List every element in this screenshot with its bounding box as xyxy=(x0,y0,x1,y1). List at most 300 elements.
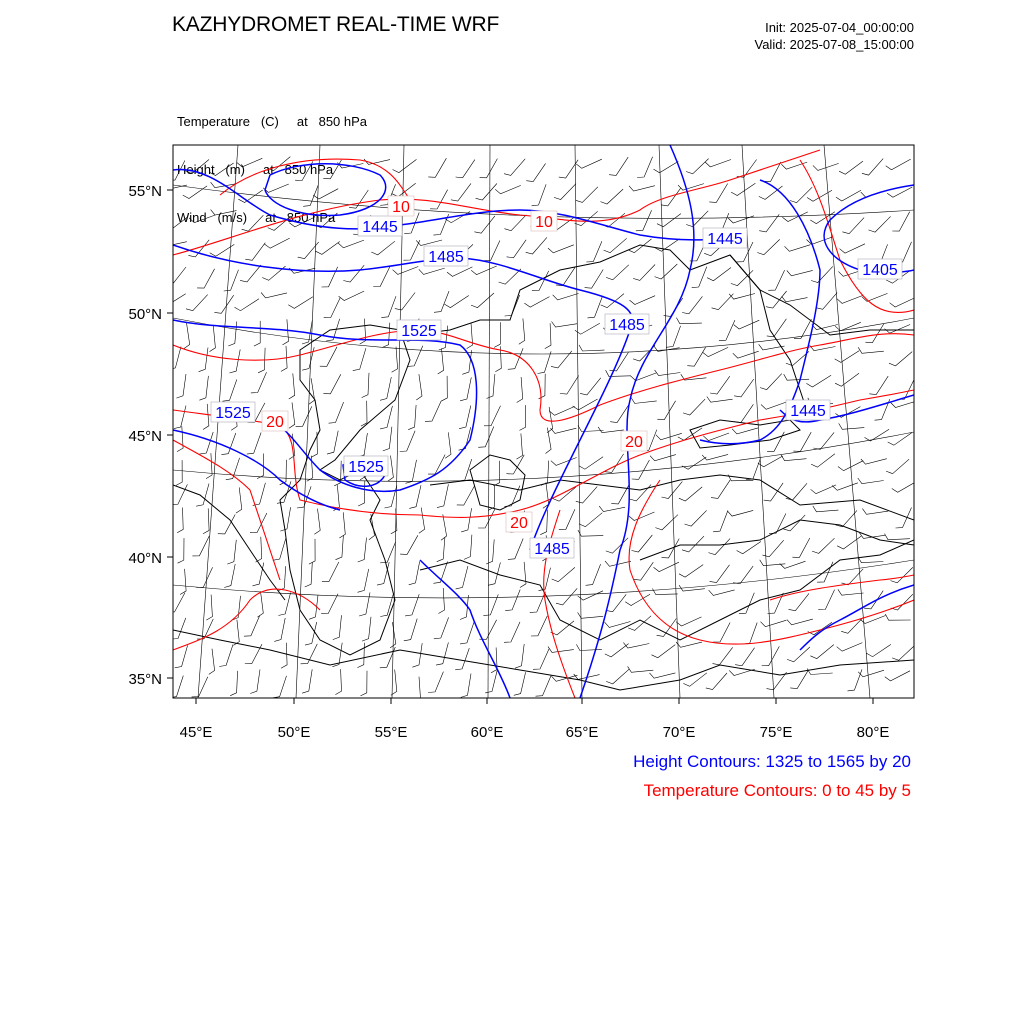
wind-barb xyxy=(733,566,753,584)
wind-barb xyxy=(536,676,552,697)
wind-barb xyxy=(273,538,286,560)
wind-barb xyxy=(323,160,341,179)
wind-barb xyxy=(885,534,910,540)
wind-barb xyxy=(545,323,551,348)
height-label xyxy=(605,314,649,334)
wind-barb xyxy=(657,214,681,227)
wind-barb xyxy=(430,190,448,209)
wind-barb xyxy=(552,322,578,328)
wind-barb xyxy=(678,184,704,191)
wind-barb xyxy=(199,348,208,372)
wind-barb xyxy=(391,670,397,696)
wind-barb xyxy=(438,348,444,374)
wind-barb xyxy=(434,291,449,312)
wind-barb xyxy=(408,405,416,430)
temp-label-text: 20 xyxy=(625,434,643,451)
wind-barb xyxy=(811,454,835,467)
wind-barb xyxy=(296,406,312,426)
wind-barb xyxy=(358,538,367,562)
wind-barb xyxy=(395,293,415,310)
wind-barb xyxy=(685,510,707,526)
wind-barb xyxy=(184,323,190,349)
wind-barb xyxy=(606,538,628,553)
wind-barb xyxy=(444,296,468,308)
wind-barb xyxy=(531,616,547,636)
wind-barb xyxy=(628,616,651,631)
wind-barb xyxy=(654,161,679,172)
height-label xyxy=(703,228,747,248)
wind-barb xyxy=(237,158,263,167)
wind-barb xyxy=(787,270,813,275)
wind-barb xyxy=(709,590,735,596)
wind-barb xyxy=(256,537,262,562)
wind-barb xyxy=(338,240,364,248)
wind-barb xyxy=(504,159,525,176)
wind-barb xyxy=(329,402,344,423)
wind-barb xyxy=(679,487,702,501)
wind-barb xyxy=(890,298,915,307)
wind-barb xyxy=(864,591,883,609)
wind-barb xyxy=(322,562,339,582)
wind-barb xyxy=(530,592,546,613)
wind-barb xyxy=(168,593,186,612)
wind-barb xyxy=(676,318,701,324)
lat-label: 55°N xyxy=(128,183,162,200)
wind-barb xyxy=(210,326,216,352)
wind-barb xyxy=(277,481,291,503)
wind-barb xyxy=(811,266,833,282)
wind-barb xyxy=(732,428,758,434)
wind-barb xyxy=(200,432,214,454)
wind-barb xyxy=(517,377,523,403)
wind-barb xyxy=(811,485,837,494)
wind-barb xyxy=(768,270,784,290)
wind-barb xyxy=(203,404,209,430)
wind-barb xyxy=(746,458,761,480)
wind-barb xyxy=(508,539,523,560)
wind-barb xyxy=(437,484,448,507)
wind-barb xyxy=(707,268,731,281)
meridian-80e xyxy=(824,145,870,698)
wind-barb xyxy=(439,588,445,614)
wind-barb xyxy=(556,588,577,605)
wind-barb xyxy=(261,293,287,298)
wind-barb xyxy=(302,347,314,370)
wind-barb xyxy=(576,487,597,504)
wind-barb xyxy=(224,564,235,588)
wind-barb xyxy=(782,296,808,302)
wind-barb xyxy=(632,460,650,479)
wind-barb xyxy=(687,347,705,366)
wind-barb xyxy=(361,401,367,426)
field-temperature: Temperature (C) at 850 hPa xyxy=(177,114,368,129)
wind-barb xyxy=(188,240,209,257)
wind-barb xyxy=(862,159,883,176)
wind-barb xyxy=(885,614,910,620)
temp-label-text: 20 xyxy=(266,414,284,431)
wind-barb xyxy=(174,406,186,429)
wind-barb xyxy=(576,644,602,650)
wind-barb xyxy=(180,569,186,595)
wind-barb xyxy=(586,564,601,585)
parallel-45n xyxy=(173,432,914,481)
wind-barb xyxy=(226,458,240,480)
wind-barb xyxy=(789,593,810,610)
wind-barb xyxy=(623,643,649,649)
wind-barb xyxy=(840,244,866,253)
wind-barb xyxy=(186,295,208,311)
wind-barb xyxy=(656,433,682,440)
wind-barb xyxy=(838,589,864,595)
wind-barb xyxy=(320,347,337,367)
wind-barb xyxy=(192,677,208,697)
wind-barb xyxy=(321,594,338,614)
height-contour-1485-north xyxy=(173,245,633,550)
meridian-50e xyxy=(296,145,320,698)
temperature-legend: Temperature Contours: 0 to 45 by 5 xyxy=(643,781,911,800)
wind-barb xyxy=(551,351,572,368)
wind-barb xyxy=(485,670,497,693)
wind-barb xyxy=(467,323,473,349)
wind-barb xyxy=(221,433,235,455)
lat-labels xyxy=(128,183,162,688)
wind-barb xyxy=(633,265,655,281)
wind-barb xyxy=(727,510,753,516)
wind-barb xyxy=(737,542,761,554)
wind-barb xyxy=(288,297,313,309)
wind-barb xyxy=(302,669,312,693)
wind-barb xyxy=(230,671,237,696)
wind-barb xyxy=(214,295,233,313)
wind-barb xyxy=(586,241,602,262)
wind-barb xyxy=(533,649,549,669)
wind-barb xyxy=(189,215,215,223)
height-label-text: 1405 xyxy=(862,262,898,279)
field-height: Height (m) at 850 hPa xyxy=(177,162,334,177)
wind-barb xyxy=(676,617,702,626)
wind-barb xyxy=(610,404,629,422)
wind-barb xyxy=(361,671,368,696)
wind-barb xyxy=(842,218,864,234)
lon-label: 60°E xyxy=(470,724,504,741)
wind-barb xyxy=(488,485,494,510)
wind-barb xyxy=(380,406,392,429)
wind-barb xyxy=(552,567,575,581)
height-label xyxy=(358,216,402,236)
wind-barb xyxy=(832,483,858,491)
wind-barb xyxy=(886,459,909,474)
wind-barb xyxy=(759,186,783,199)
wind-barb xyxy=(781,455,807,461)
wind-barb xyxy=(862,293,888,301)
wind-barb xyxy=(499,269,521,284)
wind-barb xyxy=(599,506,625,512)
wind-barb xyxy=(380,377,391,400)
wind-barb xyxy=(478,427,494,448)
south-border xyxy=(173,630,914,690)
wind-barb xyxy=(289,402,295,428)
height-label xyxy=(211,402,255,422)
wind-barb xyxy=(434,617,449,638)
wind-barb xyxy=(839,161,863,174)
wind-barb xyxy=(636,210,652,231)
wind-barb xyxy=(682,536,704,552)
wind-barb xyxy=(657,401,675,420)
wind-barb xyxy=(713,623,730,643)
wind-barb xyxy=(519,319,525,345)
wind-barb xyxy=(409,485,421,508)
wind-barb xyxy=(335,669,341,695)
wind-barb xyxy=(336,535,344,560)
wind-barb xyxy=(650,673,676,678)
meridian-70e xyxy=(659,145,680,698)
wind-barb xyxy=(514,672,526,695)
wind-barb xyxy=(553,293,579,300)
wind-barb xyxy=(203,508,209,533)
wind-barb xyxy=(578,612,604,618)
wind-barb xyxy=(679,565,703,578)
wind-barb xyxy=(713,647,733,665)
wind-barb xyxy=(176,460,182,485)
wind-barb xyxy=(835,351,860,363)
wind-barb xyxy=(416,240,442,246)
height-label xyxy=(424,246,468,266)
wind-barb xyxy=(786,483,807,500)
wind-barb xyxy=(224,270,239,291)
wind-barb xyxy=(885,671,910,681)
wind-barb xyxy=(471,266,497,275)
wind-barb xyxy=(739,593,754,614)
wind-barb xyxy=(451,183,471,201)
wind-barb xyxy=(409,561,420,585)
wind-barb xyxy=(357,643,364,668)
wind-barb xyxy=(505,590,520,611)
wind-barb xyxy=(650,455,676,461)
wind-barb xyxy=(456,160,475,178)
wind-barb xyxy=(787,647,810,662)
wind-barb xyxy=(250,670,260,694)
wind-barb xyxy=(177,508,183,533)
wind-barb xyxy=(580,378,601,395)
wind-barb xyxy=(333,615,342,639)
wind-barb xyxy=(517,434,523,460)
wind-barb xyxy=(655,515,678,530)
wind-barb xyxy=(322,267,338,287)
wind-barb xyxy=(400,431,415,452)
temp-contour-30 xyxy=(173,589,320,650)
wind-barb xyxy=(278,593,290,616)
wind-barb xyxy=(610,352,629,371)
wind-barb xyxy=(358,569,369,592)
wind-barb xyxy=(235,299,260,311)
wind-barb xyxy=(491,648,497,673)
wind-barb xyxy=(579,457,603,469)
wind-barb xyxy=(676,642,702,647)
height-contour-low-center xyxy=(265,164,386,216)
wind-barb xyxy=(480,159,498,178)
wind-barb xyxy=(711,480,730,498)
wind-barb xyxy=(762,646,780,665)
wind-barb xyxy=(170,676,184,698)
wind-barb xyxy=(709,184,727,203)
wind-barb xyxy=(634,562,654,580)
wind-barb xyxy=(487,374,495,399)
wind-barb xyxy=(541,461,549,486)
wind-barb xyxy=(604,238,627,252)
wind-barb xyxy=(474,216,495,233)
wind-barb xyxy=(734,320,760,329)
temp-contour-25-west xyxy=(173,440,280,580)
wind-barb xyxy=(406,460,417,484)
height-label-text: 1525 xyxy=(215,405,251,422)
wind-barb xyxy=(219,645,233,667)
wind-barb xyxy=(708,539,730,555)
wind-barb xyxy=(858,347,884,353)
wind-barb xyxy=(837,296,863,304)
wind-barb xyxy=(382,323,390,348)
height-label-text: 1485 xyxy=(428,249,464,266)
wind-barb xyxy=(428,672,443,693)
wind-barb xyxy=(476,184,497,201)
wind-barb xyxy=(437,537,445,562)
wind-barb xyxy=(637,157,653,178)
wind-barb xyxy=(240,265,261,282)
wind-barb xyxy=(441,376,447,401)
height-contour-1525-west xyxy=(173,430,340,510)
height-contour-1565-south xyxy=(420,560,510,698)
wind-barb xyxy=(632,535,653,552)
wind-barb xyxy=(178,538,184,563)
wind-barb xyxy=(436,642,448,665)
wind-barb xyxy=(407,346,423,367)
wind-barb xyxy=(359,592,370,616)
caspian-coast xyxy=(280,325,410,655)
wind-barb xyxy=(813,506,839,512)
wind-barb xyxy=(666,326,681,348)
height-legend: Height Contours: 1325 to 1565 by 20 xyxy=(633,752,911,771)
lon-label: 70°E xyxy=(662,724,696,741)
lon-label: 55°E xyxy=(374,724,408,741)
wind-barb xyxy=(546,428,552,454)
wind-barb xyxy=(532,271,549,291)
wind-barb xyxy=(578,530,603,536)
wind-barb xyxy=(761,620,787,627)
wind-barb xyxy=(575,323,600,334)
wind-barb xyxy=(381,296,396,317)
wind-barb xyxy=(464,535,472,560)
wind-barb xyxy=(196,484,209,507)
wind-barb xyxy=(462,350,471,374)
temp-contour-southeast xyxy=(770,575,914,600)
wind-barb xyxy=(373,267,390,287)
wind-barb xyxy=(887,187,912,197)
wind-barb xyxy=(606,265,629,280)
wind-barb xyxy=(273,676,287,698)
wind-barb xyxy=(767,432,784,452)
wind-barb xyxy=(251,372,267,393)
wind-barb xyxy=(598,427,624,433)
wind-barb xyxy=(579,345,604,351)
wind-barb xyxy=(303,185,318,206)
wind-barb xyxy=(265,238,290,248)
wind-barb xyxy=(192,536,209,556)
wind-barb xyxy=(628,239,652,253)
wind-barb xyxy=(316,242,340,255)
wind-barb xyxy=(495,185,521,193)
temp-label xyxy=(621,431,647,451)
wind-barb xyxy=(245,243,265,261)
wind-barb xyxy=(253,563,264,586)
lon-labels xyxy=(180,724,890,741)
wind-barb xyxy=(585,270,604,289)
wind-barb xyxy=(520,562,526,588)
wind-barb xyxy=(459,406,471,429)
wind-barb xyxy=(504,622,520,642)
wind-barb xyxy=(324,298,341,318)
temp-label xyxy=(531,211,557,231)
wind-barb xyxy=(835,373,859,386)
height-label xyxy=(530,538,574,558)
wind-barb xyxy=(792,538,809,557)
wind-barb xyxy=(166,267,186,284)
lat-label: 40°N xyxy=(128,550,162,567)
wind-barb xyxy=(233,620,239,646)
wind-barb xyxy=(196,567,212,587)
wind-barb xyxy=(228,322,237,347)
wind-barb xyxy=(869,376,888,395)
wind-barb xyxy=(735,648,755,666)
wind-barb xyxy=(682,457,706,469)
wind-barb xyxy=(606,669,629,684)
height-label-text: 1445 xyxy=(790,403,826,420)
wind-barb xyxy=(816,293,837,310)
wind-barb xyxy=(494,322,500,347)
wind-barb xyxy=(309,539,315,564)
wind-barb xyxy=(229,349,240,373)
wind-barb xyxy=(274,618,285,642)
wind-barb xyxy=(383,427,392,451)
wind-barb xyxy=(891,567,913,582)
wind-barb xyxy=(343,265,364,282)
wind-barb xyxy=(493,461,499,486)
lat-label: 45°N xyxy=(128,428,162,445)
wind-barb xyxy=(812,538,834,553)
wind-barb xyxy=(703,347,728,356)
wind-barb xyxy=(323,374,340,394)
wind-barb xyxy=(358,481,365,506)
wind-barb xyxy=(810,645,833,659)
field-wind: Wind (m/s) at 850 hPa xyxy=(177,210,336,225)
wind-barb xyxy=(734,404,753,422)
wind-barb xyxy=(281,643,287,668)
wind-barb xyxy=(885,325,911,334)
wind-barb xyxy=(630,296,656,305)
wind-barb xyxy=(706,673,727,690)
wind-barb xyxy=(548,647,574,653)
wind-barb xyxy=(238,190,262,203)
wind-barb xyxy=(652,645,676,658)
wind-barb xyxy=(484,241,500,261)
wind-barb xyxy=(655,264,678,279)
lon-label: 45°E xyxy=(179,724,213,741)
wind-barb xyxy=(244,616,260,637)
wind-barb xyxy=(861,459,887,465)
wind-barb xyxy=(836,510,857,526)
wind-barb xyxy=(600,189,623,204)
wind-barb xyxy=(865,324,883,343)
wind-barb xyxy=(206,595,212,621)
height-label xyxy=(397,320,441,340)
